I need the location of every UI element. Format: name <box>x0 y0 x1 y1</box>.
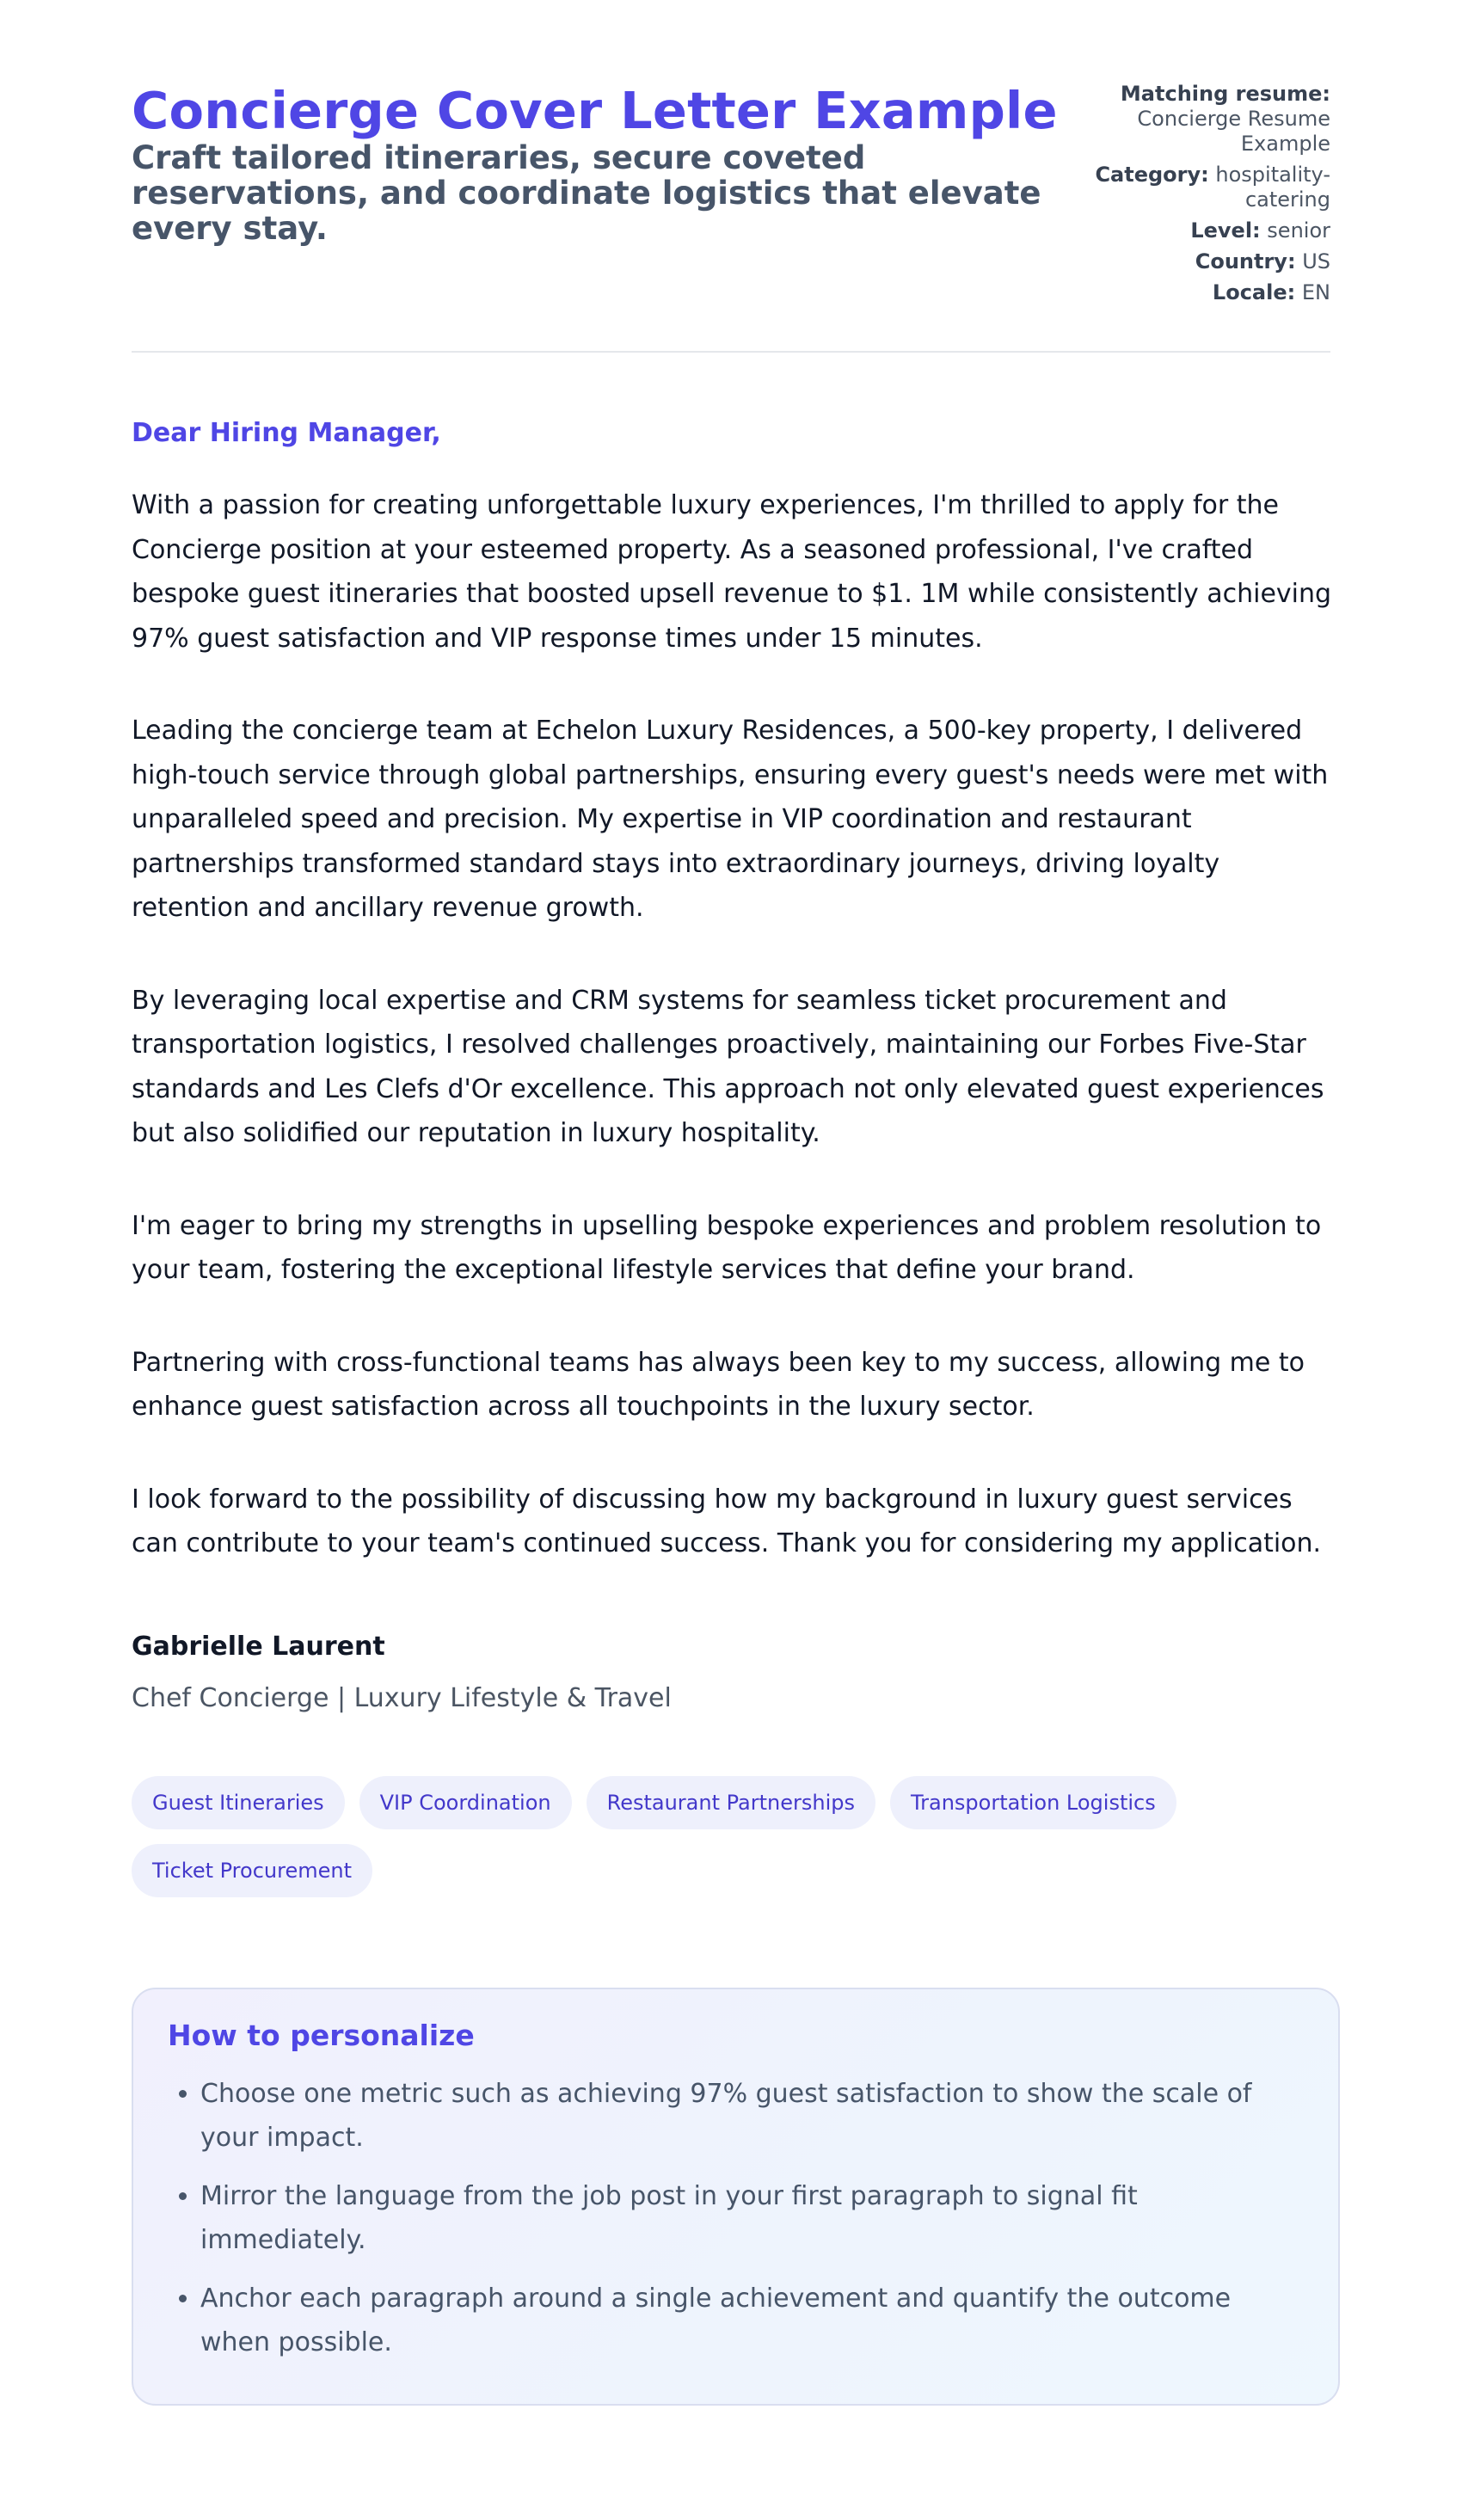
tips-title: How to personalize <box>168 2018 475 2052</box>
letter-greeting: Dear Hiring Manager, <box>132 418 441 448</box>
letter-paragraph-2: Leading the concierge team at Echelon Luxury Residences, a 500-key property, I delivered high-touch service through global partnerships, ensuring every guest's needs were met with unparalleled speed and precision. My expertise in VIP coordination and restaurant partnerships transformed standard stays into extraordinary journeys, driving loyalty retention and ancillary revenue growth. <box>132 716 1329 923</box>
personalize-tips-card <box>132 1988 1340 2406</box>
tip-item: • Mirror the language from the job post in your first paragraph to signal fit immediately. <box>200 2174 1304 2262</box>
letter-paragraph-1: With a passion for creating unforgettable luxury experiences, I'm thrilled to apply for the Concierge position at your esteemed property. As a seasoned professional, I've crafted bespoke guest itineraries that boosted upsell revenue to $1. 1M while consistently achieving 97% guest satisfaction and VIP response times under 15 minutes. <box>132 490 1332 654</box>
skill-tag-guest-itineraries: Guest Itineraries <box>132 1776 345 1829</box>
tips-list <box>168 2072 1304 2364</box>
skill-tags <box>132 1776 1340 1897</box>
meta-panel <box>1072 82 1330 311</box>
page-title: Concierge Cover Letter Example <box>132 81 1058 140</box>
page-header <box>132 82 1330 353</box>
meta-category-label: Category: <box>1095 163 1209 187</box>
page-subtitle: Craft tailored itineraries, secure coveted reservations, and coordinate logistics that elevate every stay. <box>132 139 1041 247</box>
meta-matching-resume-value: Concierge Resume Example <box>1137 107 1330 156</box>
meta-locale-value: EN <box>1301 280 1330 304</box>
letter-paragraph-6: I look forward to the possibility of discussing how my background in luxury guest services can contribute to your team's continued success. Thank you for considering my application. <box>132 1484 1322 1558</box>
skill-tag-vip-coordination: VIP Coordination <box>359 1776 572 1829</box>
letter-paragraph-5: Partnering with cross-functional teams has always been key to my success, allowing me to enhance guest satisfaction across all touchpoints in the luxury sector. <box>132 1347 1305 1422</box>
meta-level-label: Level: <box>1190 218 1261 243</box>
meta-category-value: hospitality-catering <box>1215 163 1330 212</box>
meta-locale <box>1072 280 1330 305</box>
meta-matching-resume-label: Matching resume: <box>1120 82 1330 106</box>
tip-item: • Choose one metric such as achieving 97% guest satisfaction to show the scale of your impact. <box>200 2072 1304 2160</box>
signature-name: Gabrielle Laurent <box>132 1631 385 1662</box>
skill-tag-transportation-logistics: Transportation Logistics <box>890 1776 1176 1829</box>
skill-tag-restaurant-partnerships: Restaurant Partnerships <box>587 1776 875 1829</box>
meta-locale-label: Locale: <box>1212 280 1296 304</box>
meta-level-value: senior <box>1267 218 1330 243</box>
meta-country <box>1072 249 1330 274</box>
meta-category <box>1072 163 1330 212</box>
meta-country-label: Country: <box>1195 249 1296 274</box>
signature-title: Chef Concierge | Luxury Lifestyle & Travel <box>132 1682 672 1713</box>
signature-block <box>132 1630 1330 1716</box>
skill-tag-ticket-procurement: Ticket Procurement <box>132 1844 372 1897</box>
letter-paragraph-3: By leveraging local expertise and CRM systems for seamless ticket procurement and transportation logistics, I resolved challenges proactively, maintaining our Forbes Five-Star standards and Les Clefs d'Or excellence. This approach not only elevated guest experiences but also solidified our reputation in luxury hospitality. <box>132 985 1324 1148</box>
header-titles <box>132 82 1060 246</box>
meta-level <box>1072 218 1330 243</box>
letter-paragraph-4: I'm eager to bring my strengths in upselling bespoke experiences and problem resolution to your team, fostering the exceptional lifestyle services that define your brand. <box>132 1210 1322 1285</box>
letter-body <box>132 416 1330 1566</box>
tip-item: • Anchor each paragraph around a single achievement and quantify the outcome when possible. <box>200 2277 1304 2364</box>
meta-country-value: US <box>1302 249 1330 274</box>
meta-matching-resume <box>1072 82 1330 157</box>
